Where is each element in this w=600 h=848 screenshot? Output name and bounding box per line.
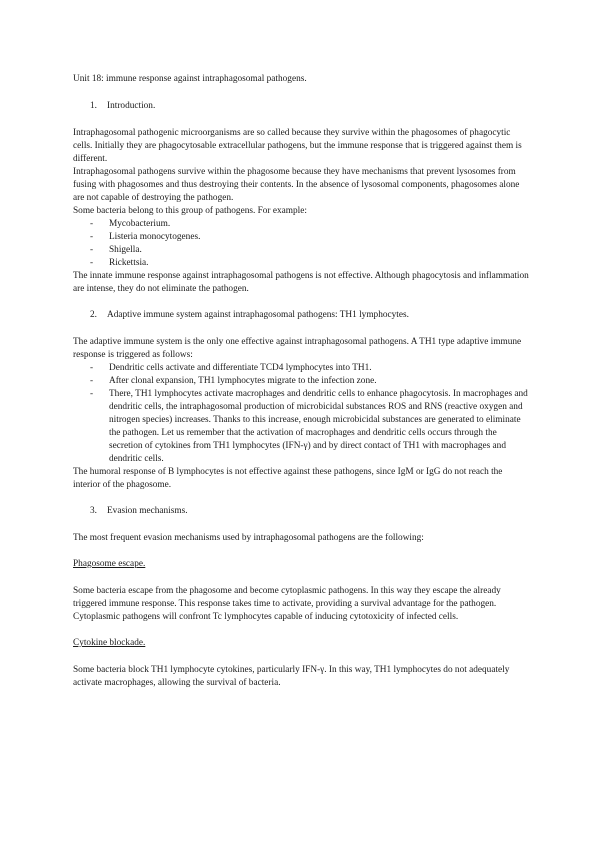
document-page <box>73 73 531 690</box>
th1-steps-list <box>73 362 531 466</box>
section-number: 1. <box>90 101 97 111</box>
paragraph: Some bacteria belong to this group of pathogens. For example: <box>73 206 307 216</box>
section-number: 3. <box>90 506 97 516</box>
list-item: - There, TH1 lymphocytes activate macrophages and dendritic cells to enhance phagocytosis. In macrophages and dendritic cells, the intraphagosomal production of microbicidal substances ROS and RNS (reactive oxygen and nitrogen species) increases. Thanks to this increase, enough microbicidal substances are generated to eliminate the pathogen. Let us remember that the activation of macrophages and dendritic cells occurs through the secretion of cytokines from TH1 lymphocytes (IFN-γ) and by direct contact of TH1 with macrophages and dendritic cells. <box>73 388 531 466</box>
paragraph: Intraphagosomal pathogens survive within the phagosome because they have mechanisms that prevent lysosomes from fusing with phagosomes and thus destroying their contents. In the absence of lysosomal components, phagosomes alone are not capable of destroying the pathogen. <box>73 167 520 203</box>
section-heading-evasion <box>90 505 531 518</box>
pathogen-list <box>73 218 531 270</box>
section-heading-introduction <box>90 100 531 113</box>
list-item: - After clonal expansion, TH1 lymphocytes migrate to the infection zone. <box>73 375 531 388</box>
paragraph: The most frequent evasion mechanisms used by intraphagosomal pathogens are the following: <box>73 533 424 543</box>
subheading-cytokine-blockade: Cytokine blockade. <box>73 638 146 648</box>
subheading-phagosome-escape: Phagosome escape. <box>73 559 146 569</box>
paragraph: Some bacteria block TH1 lymphocyte cytokines, particularly IFN-γ. In this way, TH1 lymphocytes do not adequately activate macrophages, allowing the survival of bacteria. <box>73 665 510 688</box>
section-heading-text: Adaptive immune system against intraphagosomal pathogens: TH1 lymphocytes. <box>107 310 409 320</box>
paragraph: The humoral response of B lymphocytes is not effective against these pathogens, since IgM or IgG do not reach the interior of the phagosome. <box>73 467 503 490</box>
paragraph: The adaptive immune system is the only one effective against intraphagosomal pathogens. A TH1 type adaptive immune response is triggered as follows: <box>73 337 522 360</box>
paragraph: Intraphagosomal pathogenic microorganisms are so called because they survive within the phagosomes of phagocytic cells. Initially they are phagocytosable extracellular pathogens, but the immune response that is triggered against them is different. <box>73 128 522 164</box>
document-title: Unit 18: immune response against intraphagosomal pathogens. <box>73 74 307 84</box>
list-item: - Shigella. <box>73 244 531 257</box>
list-item: - Rickettsia. <box>73 257 531 270</box>
paragraph: Some bacteria escape from the phagosome and become cytoplasmic pathogens. In this way they escape the already triggered immune response. This response takes time to activate, providing a survival advantage for the pathogen. Cytoplasmic pathogens will confront Tc lymphocytes capable of inducing cytotoxicity of infected cells. <box>73 586 501 622</box>
section-heading-text: Introduction. <box>107 101 156 111</box>
section-heading-text: Evasion mechanisms. <box>107 506 188 516</box>
paragraph: The innate immune response against intraphagosomal pathogens is not effective. Although phagocytosis and inflammation are intense, they do not eliminate the pathogen. <box>73 271 529 294</box>
section-heading-adaptive-immunity <box>90 309 531 322</box>
list-item: - Mycobacterium. <box>73 218 531 231</box>
list-item: - Listeria monocytogenes. <box>73 231 531 244</box>
section-number: 2. <box>90 310 97 320</box>
list-item: - Dendritic cells activate and differentiate TCD4 lymphocytes into TH1. <box>73 362 531 375</box>
